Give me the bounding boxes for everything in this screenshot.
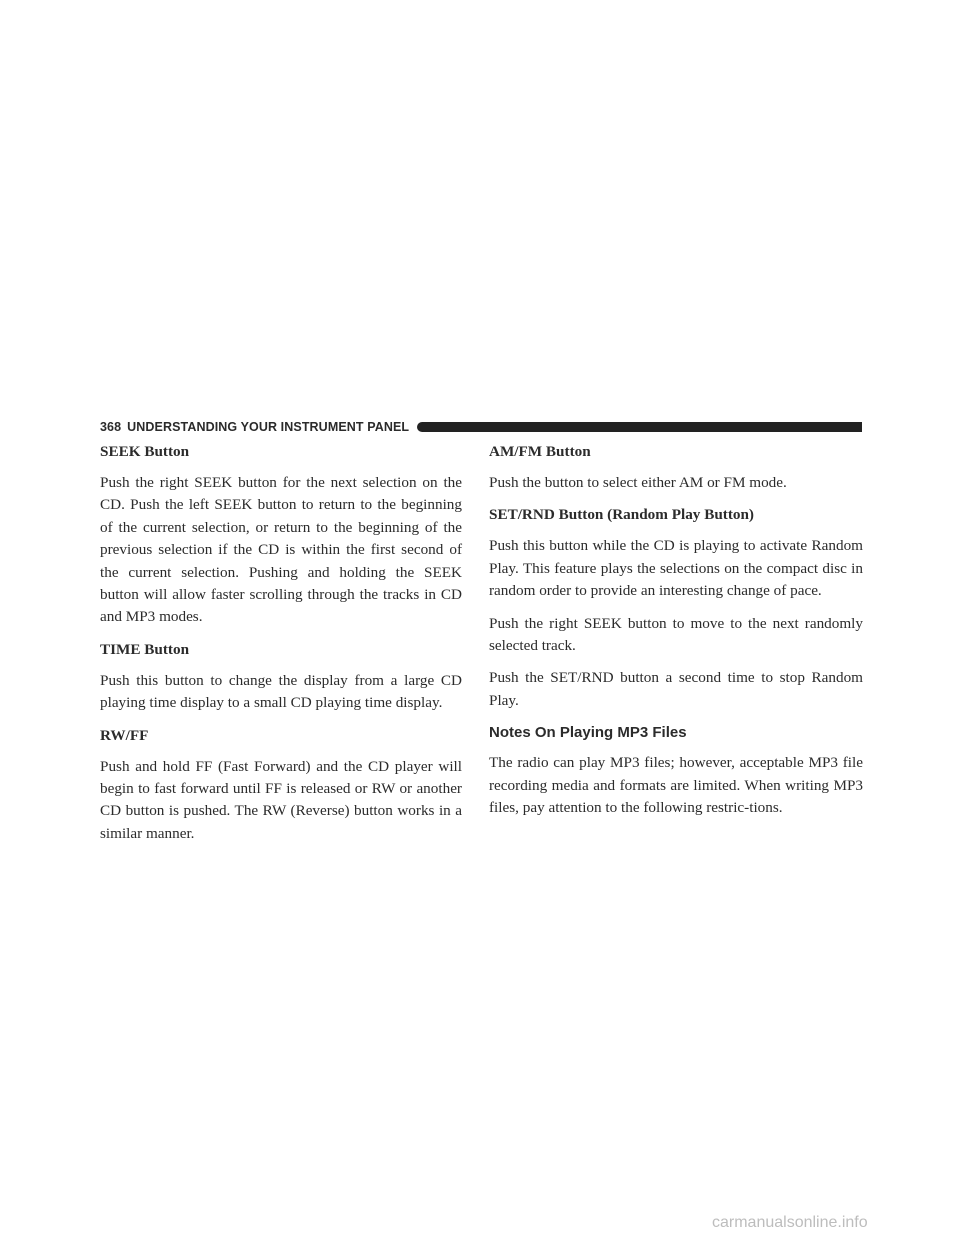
seek-button-heading: SEEK Button xyxy=(100,443,190,460)
section-title: UNDERSTANDING YOUR INSTRUMENT PANEL xyxy=(127,420,410,434)
setrnd-text-2: Push the right SEEK button to move to the next randomly selected track. xyxy=(489,614,863,655)
setrnd-button-heading: SET/RND Button (Random Play Button) xyxy=(489,506,754,524)
watermark: carmanualsonline.info xyxy=(712,1214,868,1231)
time-button-heading: TIME Button xyxy=(100,640,190,658)
page-number: 368 xyxy=(100,420,122,434)
rwff-text: Push and hold FF (Fast Forward) and the CD player will begin to fast forward until FF is released or RW or another CD button is pushed. The RW (Reverse) button works in a similar manner. xyxy=(100,757,462,842)
header-bar xyxy=(417,422,862,432)
left-column xyxy=(100,441,462,855)
mp3-notes-heading: Notes On Playing MP3 Files xyxy=(489,724,687,742)
setrnd-text-1: Push this button while the CD is playing to activate Random Play. This feature plays the selections on the compact disc in random order to provide an interesting change of pace. xyxy=(489,537,863,600)
amfm-button-heading: AM/FM Button xyxy=(489,443,591,460)
time-button-text: Push this button to change the display from a large CD playing time display to a small CD playing time display. xyxy=(100,671,462,712)
amfm-button-text: Push the button to select either AM or FM mode. xyxy=(489,474,787,491)
page-header xyxy=(100,418,862,436)
seek-button-text: Push the right SEEK button for the next selection on the CD. Push the left SEEK button to return to the beginning of the current selection, or return to the beginning of the previous selection if the CD is within the first second of the current selection. Pushing and holding the SEEK button will allow faster scrolling through the tracks in CD and MP3 modes. xyxy=(100,474,462,626)
rwff-heading: RW/FF xyxy=(100,726,149,744)
setrnd-text-3: Push the SET/RND button a second time to stop Random Play. xyxy=(489,669,863,709)
right-column xyxy=(489,441,863,829)
mp3-notes-text: The radio can play MP3 files; however, acceptable MP3 file recording media and formats are limited. When writing MP3 files, pay attention to the following restric-tions. xyxy=(489,754,863,817)
